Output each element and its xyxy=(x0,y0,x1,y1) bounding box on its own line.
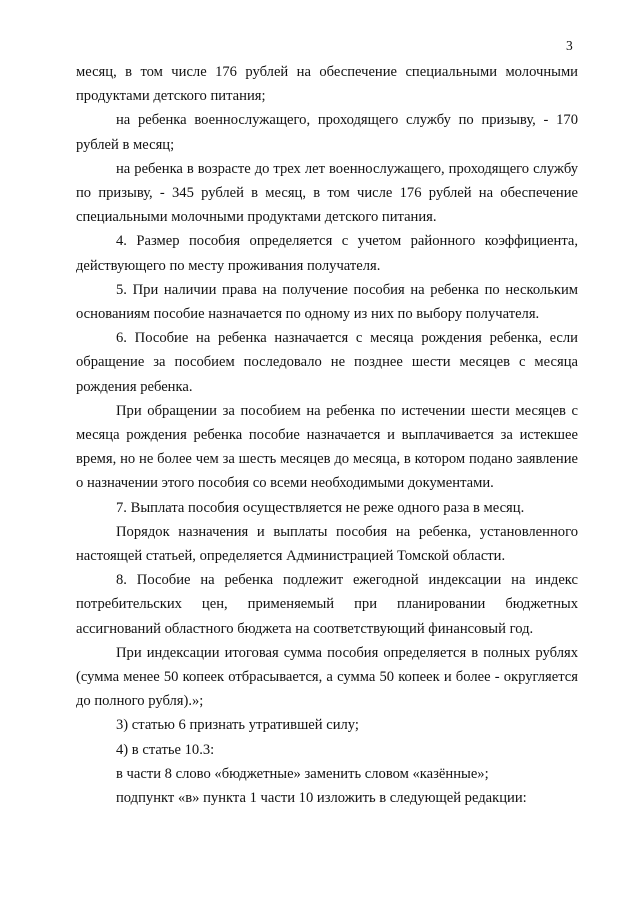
paragraph-8: 7. Выплата пособия осуществляется не реже одного раза в месяц. xyxy=(116,499,525,516)
paragraph-6: 6. Пособие на ребенка назначается с месяца рождения ребенка, если обращение за пособием последовало не позднее шести месяцев с месяца рождения ребенка. xyxy=(76,330,578,395)
paragraph-1: месяц, в том числе 176 рублей на обеспечение специальными молочными продуктами детского питания; xyxy=(76,64,578,105)
paragraph-9: Порядок назначения и выплаты пособия на ребенка, установленного настоящей статьей, определяется Администрацией Томской области. xyxy=(76,523,578,565)
page-number: 3 xyxy=(566,38,573,53)
paragraph-5: 5. При наличии права на получение пособия на ребенка по нескольким основаниям пособие назначается по одному из них по выбору получателя. xyxy=(76,281,578,323)
paragraph-7: При обращении за пособием на ребенка по истечении шести месяцев с месяца рождения ребенка пособие назначается и выплачивается за истекшее время, но не более чем за шесть месяцев до месяца, в котором подано заявление о назначении этого пособия со всеми необходимыми документами. xyxy=(76,402,578,492)
paragraph-11: При индексации итоговая сумма пособия определяется в полных рублях (сумма менее 50 копеек отбрасывается, а сумма 50 копеек и более - округляется до полного рубля).»; xyxy=(76,644,578,710)
paragraph-3: на ребенка в возрасте до трех лет военнослужащего, проходящего службу по призыву, - 345 рублей в месяц, в том числе 176 рублей на обеспечение специальными молочными продуктами детского питания. xyxy=(76,160,578,226)
paragraph-4: 4. Размер пособия определяется с учетом районного коэффициента, действующего по месту проживания получателя. xyxy=(76,233,578,274)
paragraph-2: на ребенка военнослужащего, проходящего службу по призыву, - 170 рублей в месяц; xyxy=(76,112,578,153)
paragraph-10: 8. Пособие на ребенка подлежит ежегодной индексации на индекс потребительских цен, применяемый при планировании бюджетных ассигнований областного бюджета на соответствующий финансовый год. xyxy=(76,572,578,637)
document-body xyxy=(76,60,578,810)
paragraph-12: 3) статью 6 признать утратившей силу; xyxy=(116,717,359,734)
paragraph-15: подпункт «в» пункта 1 части 10 изложить в следующей редакции: xyxy=(116,790,527,807)
paragraph-13: 4) в статье 10.3: xyxy=(116,741,215,758)
paragraph-14: в части 8 слово «бюджетные» заменить словом «казённые»; xyxy=(116,765,489,782)
